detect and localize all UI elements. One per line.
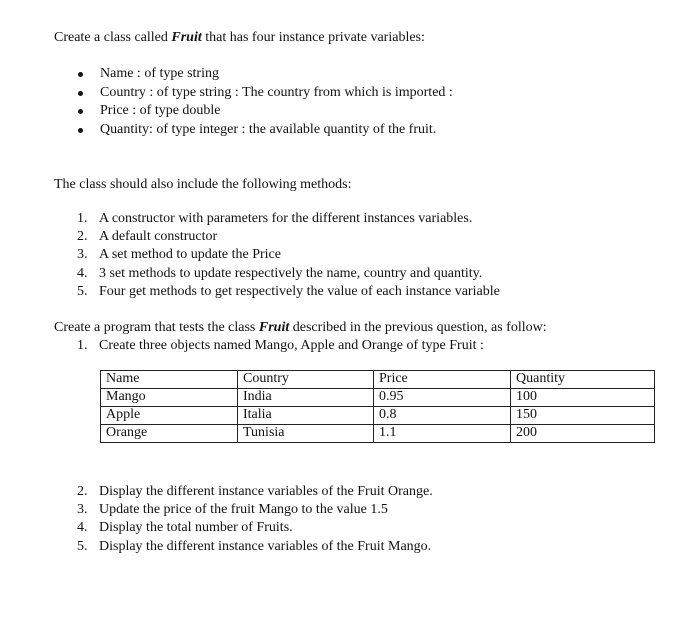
variable-text: Quantity: of type integer : the available quantity of the fruit. [100, 121, 437, 137]
item-number: 1. [77, 211, 88, 226]
program-intro [54, 320, 547, 336]
program-intro-prefix: Create a program that tests the class [54, 320, 259, 335]
table-row [101, 407, 655, 425]
item-number: 1. [77, 338, 88, 353]
methods-intro: The class should also include the following methods: [54, 177, 352, 192]
method-text: 3 set methods to update respectively the name, country and quantity. [99, 265, 483, 281]
table-cell: Mango [101, 389, 238, 407]
table-cell: 0.95 [374, 389, 511, 407]
variable-text: Country : of type string : The country from which is imported : [100, 84, 453, 100]
table-cell: Tunisia [238, 425, 374, 443]
item-number: 2. [77, 229, 88, 245]
table-cell: India [238, 389, 374, 407]
bullet-icon [78, 109, 83, 114]
table-cell: Orange [101, 425, 238, 443]
variable-text: Name : of type string [100, 66, 219, 81]
item-number: 3. [77, 502, 88, 518]
table-header-row [101, 371, 655, 389]
task-text: Display the different instance variables of the Fruit Mango. [99, 538, 432, 554]
bullet-icon [78, 72, 83, 77]
fruit-table [100, 370, 655, 443]
bullet-icon [78, 91, 83, 96]
table-cell: 0.8 [374, 407, 511, 425]
column-header: Quantity [511, 371, 655, 389]
class-intro-prefix: Create a class called [54, 30, 172, 45]
table-cell: 1.1 [374, 425, 511, 443]
item-number: 4. [77, 520, 88, 536]
task-text: Create three objects named Mango, Apple and Orange of type Fruit : [99, 338, 484, 353]
program-class-name: Fruit [258, 320, 290, 335]
method-text: Four get methods to get respectively the value of each instance variable [99, 283, 500, 299]
table-row [101, 425, 655, 443]
program-intro-suffix: described in the previous question, as follow: [289, 320, 547, 335]
item-number: 4. [77, 265, 88, 281]
table-row [101, 389, 655, 407]
column-header: Name [101, 371, 238, 389]
item-number: 2. [77, 484, 88, 499]
item-number: 5. [77, 538, 88, 554]
variable-text: Price : of type double [100, 103, 221, 118]
class-intro-suffix: that has four instance private variables: [201, 30, 425, 45]
column-header: Country [238, 371, 374, 389]
class-intro [54, 30, 425, 46]
item-number: 5. [77, 283, 88, 299]
bullet-icon [78, 128, 83, 133]
task-text: Display the total number of Fruits. [99, 520, 293, 536]
method-text: A set method to update the Price [99, 247, 281, 263]
item-number: 3. [77, 247, 88, 263]
table-cell: Apple [101, 407, 238, 425]
table-cell: 100 [511, 389, 655, 407]
class-name: Fruit [171, 30, 202, 45]
method-text: A default constructor [99, 229, 218, 245]
task-text: Update the price of the fruit Mango to the value 1.5 [99, 502, 388, 518]
table-cell: 200 [511, 425, 655, 443]
column-header: Price [374, 371, 511, 389]
method-text: A constructor with parameters for the different instances variables. [99, 211, 473, 226]
table-cell: 150 [511, 407, 655, 425]
task-text: Display the different instance variables of the Fruit Orange. [99, 484, 433, 499]
table-cell: Italia [238, 407, 374, 425]
